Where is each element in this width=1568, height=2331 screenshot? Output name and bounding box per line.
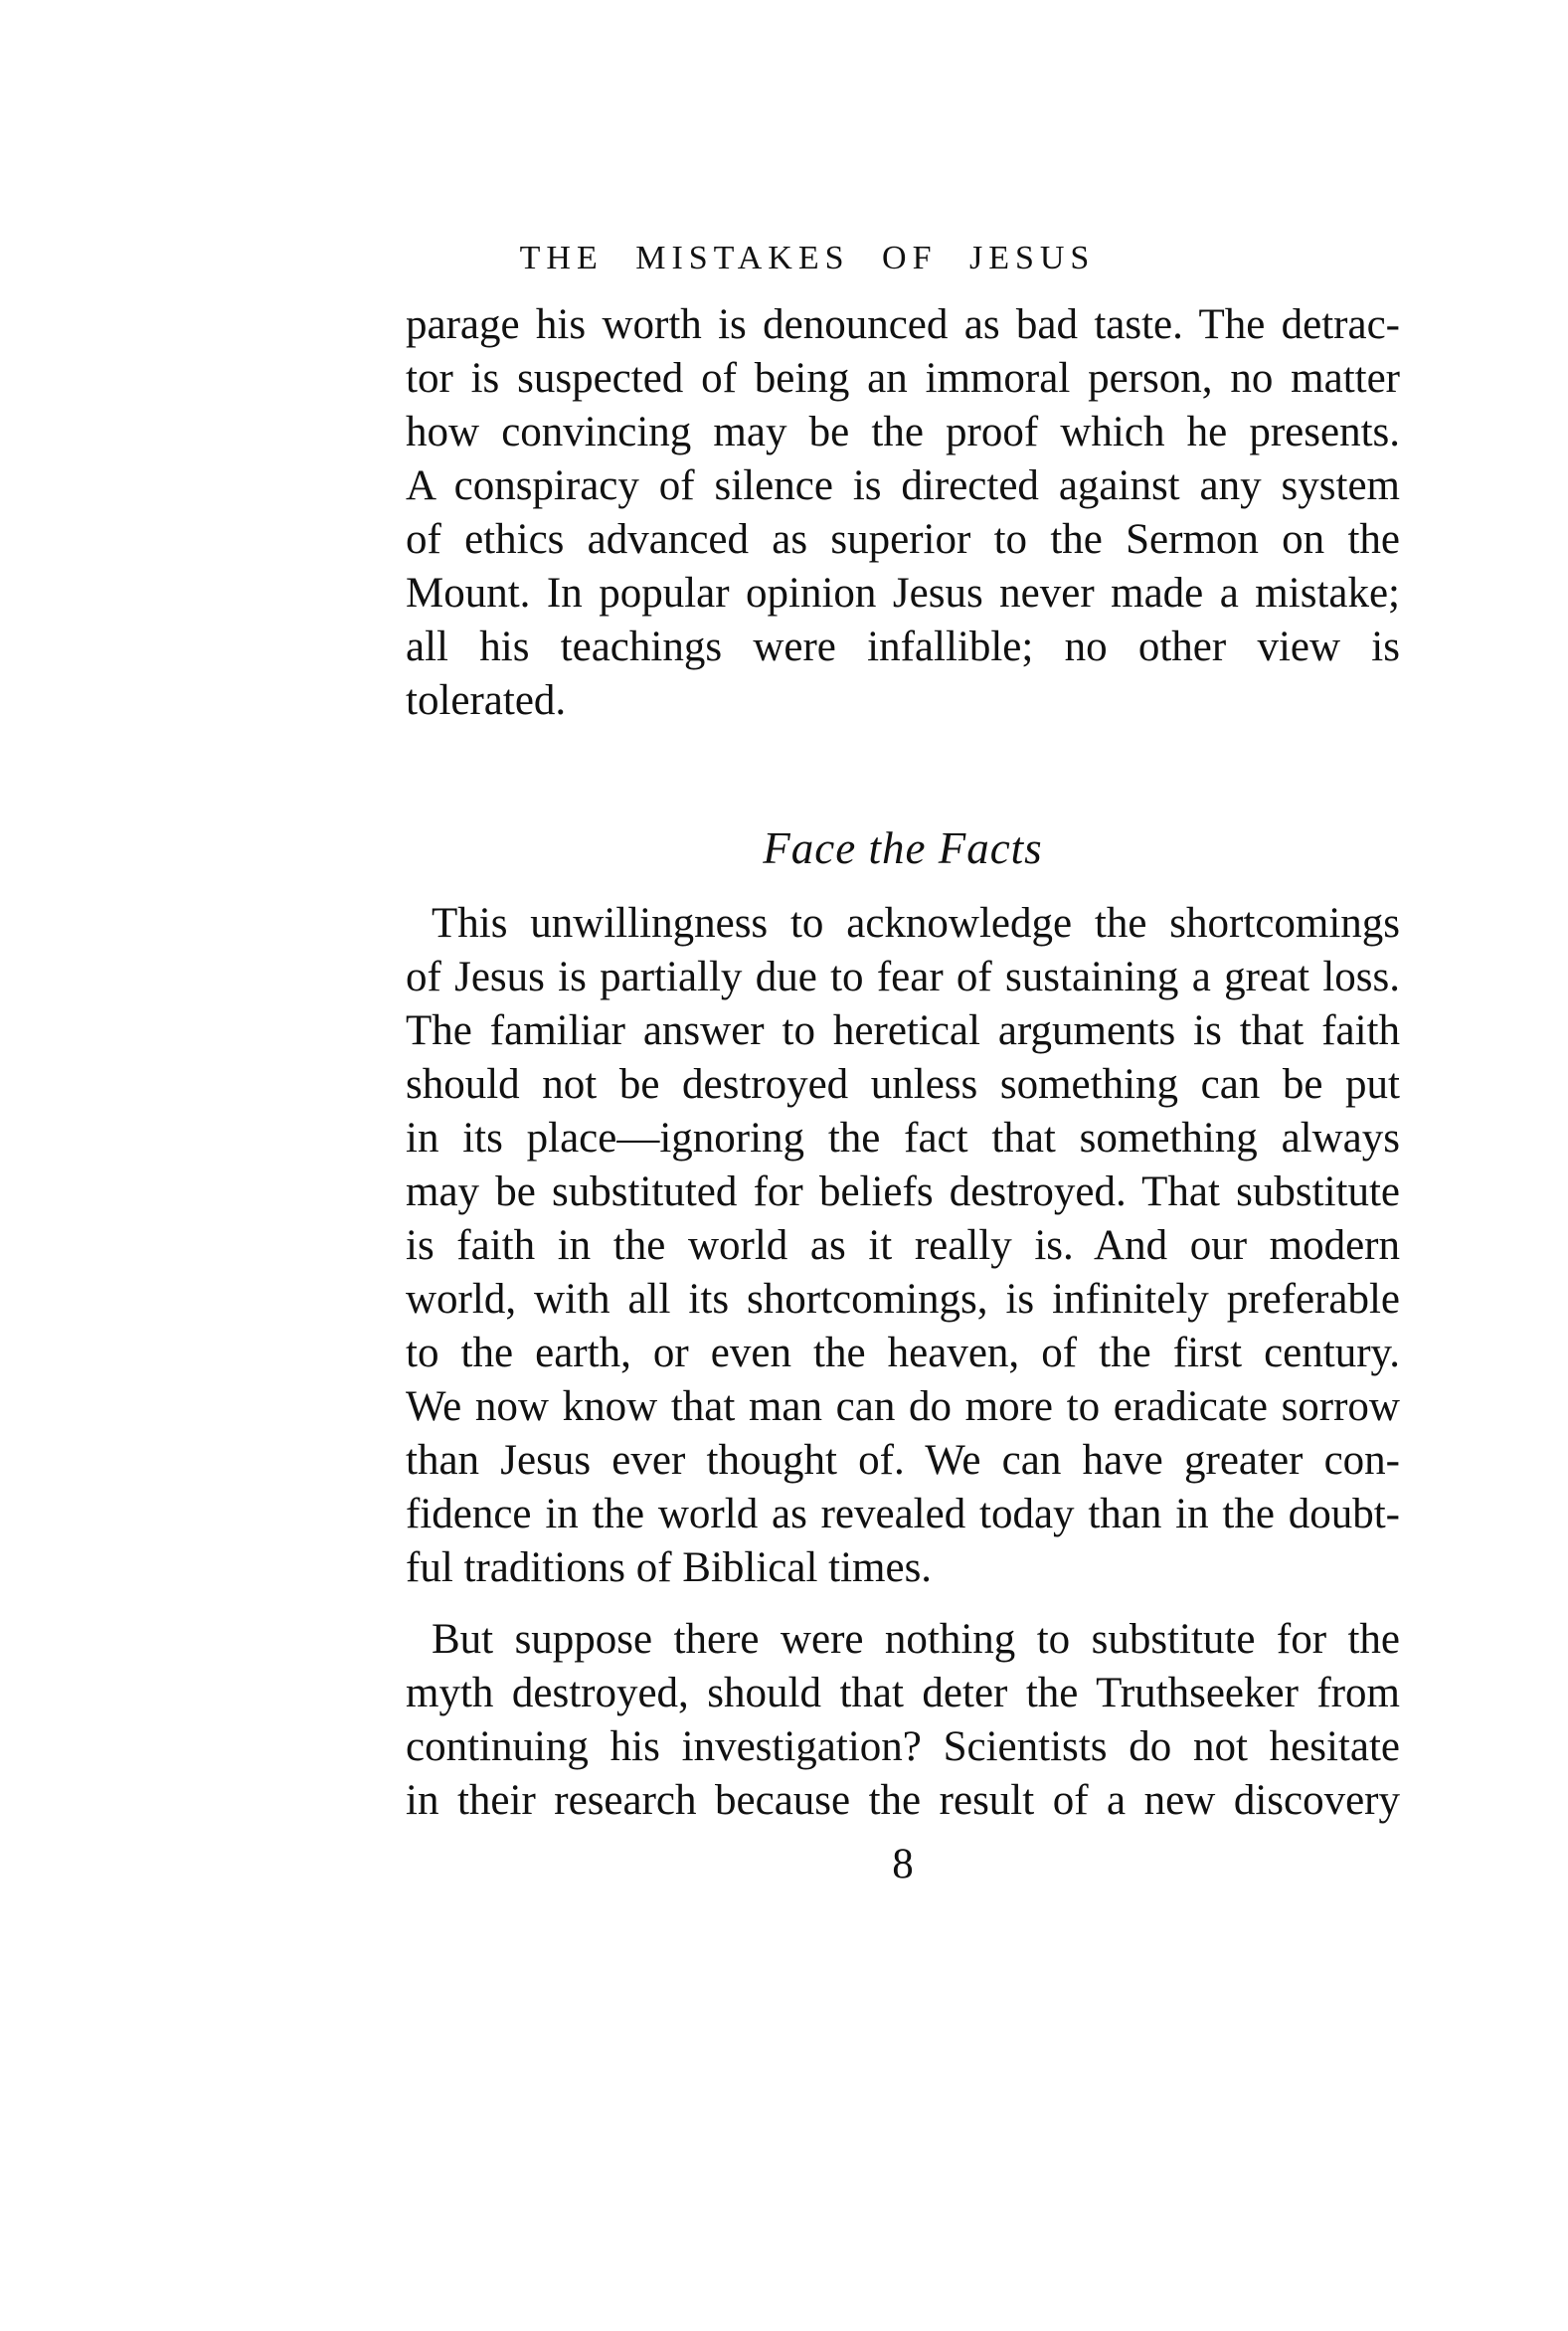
running-head: THE MISTAKES OF JESUS <box>519 240 1096 276</box>
text-line: to the earth, or even the heaven, of the first century. <box>406 1330 1400 1376</box>
text-line: in their research because the result of a new discovery <box>406 1777 1400 1824</box>
text-line: may be substituted for beliefs destroyed. That substitute <box>406 1168 1400 1215</box>
text-line: But suppose there were nothing to substitute for the <box>432 1616 1400 1663</box>
text-line: how convincing may be the proof which he presents. <box>406 409 1400 455</box>
paragraph <box>406 897 1400 1595</box>
text-line: in its place—ignoring the fact that something always <box>406 1115 1400 1162</box>
text-line: continuing his investigation? Scientists do not hesitate <box>406 1723 1400 1770</box>
text-line: of ethics advanced as superior to the Sermon on the <box>406 516 1400 563</box>
page-number: 8 <box>892 1841 914 1887</box>
text-line: is faith in the world as it really is. And our modern <box>406 1222 1400 1269</box>
text-line: This unwillingness to acknowledge the shortcomings <box>432 900 1400 947</box>
paragraph-continued <box>406 298 1400 728</box>
text-line: The familiar answer to heretical arguments is that faith <box>406 1007 1400 1054</box>
text-line: of Jesus is partially due to fear of sustaining a great loss. <box>406 954 1400 1000</box>
text-line: should not be destroyed unless something can be put <box>406 1061 1400 1108</box>
text-line: fidence in the world as revealed today than in the doubt- <box>406 1491 1400 1537</box>
text-line: We now know that man can do more to eradicate sorrow <box>406 1383 1400 1430</box>
text-line: ful traditions of Biblical times. <box>406 1544 933 1591</box>
paragraph <box>406 1613 1400 1828</box>
text-line: parage his worth is denounced as bad taste. The detrac- <box>406 301 1400 348</box>
section-heading: Face the Facts <box>763 823 1043 873</box>
text-line: myth destroyed, should that deter the Truthseeker from <box>406 1670 1400 1716</box>
text-line: world, with all its shortcomings, is infinitely preferable <box>406 1276 1400 1323</box>
text-line: tolerated. <box>406 677 567 724</box>
text-line: than Jesus ever thought of. We can have greater con- <box>406 1437 1400 1484</box>
text-line: Mount. In popular opinion Jesus never made a mistake; <box>406 570 1400 617</box>
text-line: A conspiracy of silence is directed against any system <box>406 462 1400 509</box>
text-line: tor is suspected of being an immoral person, no matter <box>406 355 1400 402</box>
text-line: all his teachings were infallible; no other view is <box>406 624 1400 670</box>
